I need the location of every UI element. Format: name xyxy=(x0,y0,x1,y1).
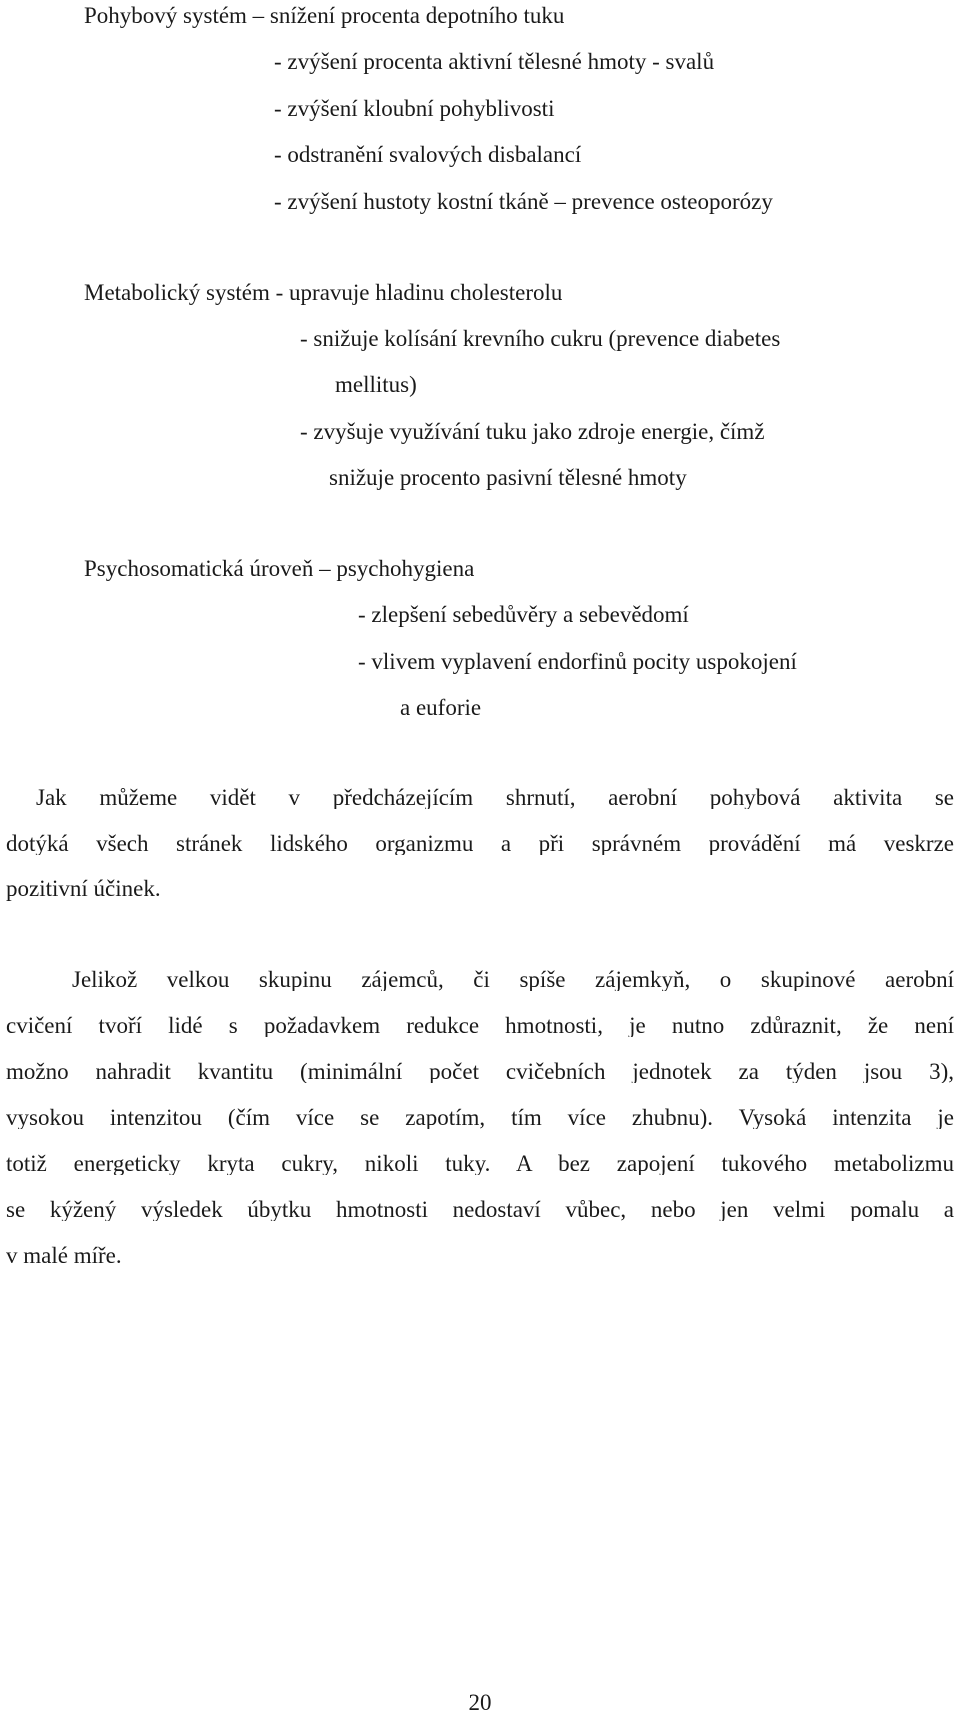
list-item: - zlepšení sebedůvěry a sebevědomí xyxy=(358,602,689,627)
paragraph-line: možno nahradit kvantitu (minimální počet cvičebních jednotek za týden jsou 3), xyxy=(6,1060,954,1083)
paragraph-line: se kýžený výsledek úbytku hmotnosti nedostaví vůbec, nebo jen velmi pomalu a xyxy=(6,1198,954,1221)
list-item-continuation: mellitus) xyxy=(335,372,417,397)
section-heading-pohybovy-system: Pohybový systém – snížení procenta depotního tuku xyxy=(84,3,565,28)
paragraph-line: vysokou intenzitou (čím více se zapotím, tím více zhubnu). Vysoká intenzita je xyxy=(6,1106,954,1129)
page-number: 20 xyxy=(468,1690,492,1715)
list-item: - zvýšení hustoty kostní tkáně – prevence osteoporózy xyxy=(274,189,773,214)
paragraph-line: v malé míře. xyxy=(6,1243,122,1268)
paragraph-line: pozitivní účinek. xyxy=(6,876,161,901)
list-item-continuation: a euforie xyxy=(400,695,482,720)
list-item: - zvyšuje využívání tuku jako zdroje energie, čímž xyxy=(300,419,765,444)
list-item: - snižuje kolísání krevního cukru (prevence diabetes xyxy=(300,326,781,351)
paragraph-line: totiž energeticky kryta cukry, nikoli tuky. A bez zapojení tukového metabolizmu xyxy=(6,1152,954,1175)
section-heading-psychosomaticka-uroven: Psychosomatická úroveň – psychohygiena xyxy=(84,556,475,581)
list-item: - zvýšení kloubní pohyblivosti xyxy=(274,96,555,121)
paragraph-line: Jak můžeme vidět v předcházejícím shrnutí, aerobní pohybová aktivita se xyxy=(36,786,954,809)
paragraph-line: cvičení tvoří lidé s požadavkem redukce hmotnosti, je nutno zdůraznit, že není xyxy=(6,1014,954,1037)
list-item-continuation: snižuje procento pasivní tělesné hmoty xyxy=(329,465,687,490)
section-heading-metabolicky-system: Metabolický systém - upravuje hladinu cholesterolu xyxy=(84,280,563,305)
list-item: - zvýšení procenta aktivní tělesné hmoty - svalů xyxy=(274,49,715,74)
list-item: - vlivem vyplavení endorfinů pocity uspokojení xyxy=(358,649,797,674)
paragraph-line: dotýká všech stránek lidského organizmu a při správném provádění má veskrze xyxy=(6,832,954,855)
list-item: - odstranění svalových disbalancí xyxy=(274,142,582,167)
paragraph-line: Jelikož velkou skupinu zájemců, či spíše zájemkyň, o skupinové aerobní xyxy=(72,968,954,991)
